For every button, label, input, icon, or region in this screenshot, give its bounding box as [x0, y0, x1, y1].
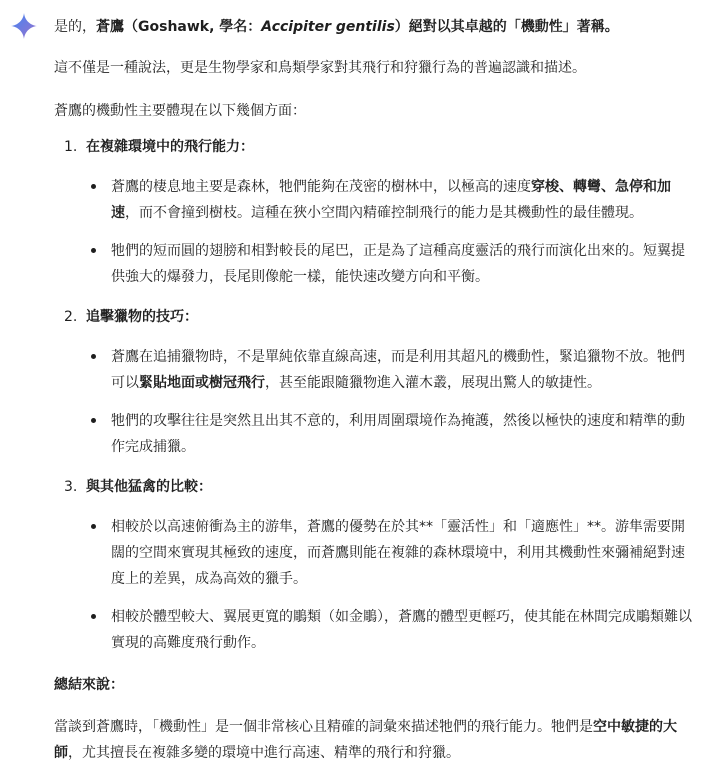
bullet-item	[86, 344, 694, 396]
section-title: 追擊獵物的技巧：	[86, 309, 198, 325]
bullet-text: 牠們的攻擊往往是突然且出其不意的，利用周圍環境作為掩護，然後以極快的速度和精準的動作完成捕獵。	[111, 413, 685, 455]
bullet-text: 相較於以高速俯衝為主的游隼，蒼鷹的優勢在於其**「靈活性」和「適應性」**。游隼需要開闊的空間來實現其極致的速度，而蒼鷹則能在複雜的森林環境中，利用其機動性來彌補絕對速度上的差異，成為高效的獵手。	[111, 519, 685, 587]
section-title: 與其他猛禽的比較：	[86, 479, 212, 495]
opening-bold-end: ）絕對以其卓越的「機動性」著稱。	[394, 19, 619, 35]
opening-bold-start: 蒼鷹（Goshawk, 學名：	[96, 19, 262, 35]
bullet-text: 蒼鷹的棲息地主要是森林，牠們能夠在茂密的樹林中，以極高的速度穿梭、轉彎、急停和加速，而不會撞到樹枝。這種在狹小空間內精確控制飛行的能力是其機動性的最佳體現。	[111, 179, 671, 221]
bullet-dot	[91, 354, 96, 359]
section-title: 在複雜環境中的飛行能力：	[86, 139, 254, 155]
aspects-list	[54, 134, 694, 656]
opening-bold	[96, 19, 619, 35]
lead-paragraph: 蒼鷹的機動性主要體現在以下幾個方面：	[54, 103, 306, 119]
summary-bold: 空中敏捷的大師	[54, 719, 677, 761]
bullet-bold: 穿梭、轉彎、急停和加速	[111, 179, 671, 221]
bullet-dot	[91, 248, 96, 253]
bullet-item	[86, 604, 694, 656]
summary-title: 總結來說：	[54, 677, 124, 693]
bullet-text: 蒼鷹在追捕獵物時，不是單純依靠直線高速，而是利用其超凡的機動性，緊追獵物不放。牠們可以緊貼地面或樹冠飛行，甚至能跟隨獵物進入灌木叢，展現出驚人的敏捷性。	[111, 349, 685, 391]
scientific-name: Accipiter gentilis	[261, 19, 395, 35]
opening-paragraph	[54, 14, 694, 40]
bullet-dot	[91, 614, 96, 619]
bullet-dot	[91, 184, 96, 189]
intro-paragraph: 這不僅是一種說法，更是生物學家和鳥類學家對其飛行和狩獵行為的普遍認識和描述。	[54, 60, 586, 76]
bullet-dot	[91, 418, 96, 423]
summary-paragraph: 當談到蒼鷹時，「機動性」是一個非常核心且精確的詞彙來描述牠們的飛行能力。牠們是空中敏捷的大師，尤其擅長在複雜多變的環境中進行高速、精準的飛行和狩獵。	[54, 719, 677, 761]
bullet-text: 牠們的短而圓的翅膀和相對較長的尾巴，正是為了這種高度靈活的飛行而演化出來的。短翼提供強大的爆發力，長尾則像舵一樣，能快速改變方向和平衡。	[111, 243, 685, 285]
section-number: 2.	[64, 309, 78, 325]
section-bullets	[86, 174, 694, 290]
section-number: 1.	[64, 139, 78, 155]
section-item	[54, 304, 694, 460]
bullet-item	[86, 408, 694, 460]
bullet-item	[86, 514, 694, 592]
bullet-bold: 緊貼地面或樹冠飛行	[139, 375, 265, 391]
bullet-text: 相較於體型較大、翼展更寬的鵰類（如金鵰），蒼鷹的體型更輕巧，使其能在林間完成鵰類難以實現的高難度飛行動作。	[111, 609, 692, 651]
section-item	[54, 134, 694, 290]
section-number: 3.	[64, 479, 78, 495]
opening-text: 是的，	[54, 19, 96, 35]
bullet-dot	[91, 524, 96, 529]
section-bullets	[86, 344, 694, 460]
bullet-item	[86, 174, 694, 226]
response-body	[54, 14, 694, 766]
gemini-sparkle-icon	[11, 13, 37, 39]
bullet-item	[86, 238, 694, 290]
section-bullets	[86, 514, 694, 656]
section-item	[54, 474, 694, 656]
